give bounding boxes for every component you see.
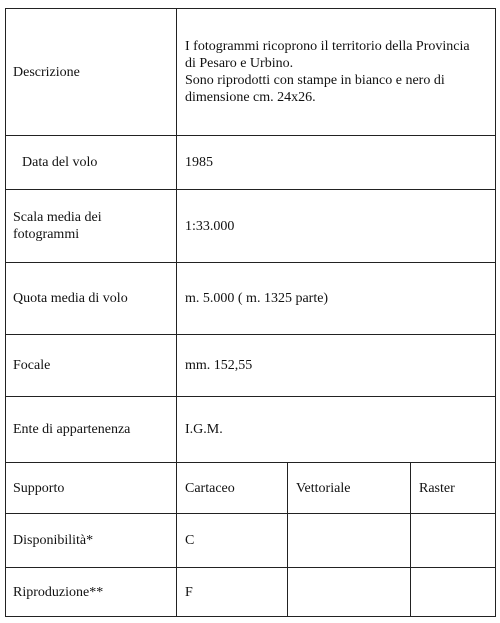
label-data-volo: Data del volo: [6, 136, 177, 189]
row-disponibilita: [6, 514, 495, 568]
label-scala: Scala media dei fotogrammi: [6, 190, 177, 262]
supporto-vettoriale: Vettoriale: [288, 463, 411, 513]
row-supporto: [6, 463, 495, 514]
label-ente: Ente di appartenenza: [6, 397, 177, 462]
row-descrizione: [6, 9, 495, 136]
row-quota: [6, 263, 495, 335]
disponibilita-cartaceo: C: [177, 514, 288, 567]
value-data-volo: 1985: [185, 155, 213, 170]
row-ente: [6, 397, 495, 463]
riproduzione-raster: [411, 568, 495, 616]
riproduzione-cartaceo: F: [177, 568, 288, 616]
row-riproduzione: [6, 568, 495, 616]
value-scala: 1:33.000: [185, 218, 235, 234]
value-ente: I.G.M.: [185, 422, 223, 437]
riproduzione-vettoriale: [288, 568, 411, 616]
label-disponibilita: Disponibilità*: [6, 514, 177, 567]
value-quota: m. 5.000 ( m. 1325 parte): [185, 291, 329, 306]
supporto-raster: Raster: [419, 480, 455, 496]
row-data-volo: [6, 136, 495, 190]
value-focale: mm. 152,55: [185, 358, 253, 373]
disponibilita-raster: [411, 514, 495, 567]
row-scala: [6, 190, 495, 263]
disponibilita-vettoriale: [288, 514, 411, 567]
value-descrizione: I fotogrammi ricoprono il territorio della Provincia di Pesaro e Urbino. Sono riprodotti con stampe in bianco e nero di dimensione cm. 24x26.: [185, 39, 470, 105]
label-focale: Focale: [6, 335, 177, 396]
supporto-cartaceo: Cartaceo: [177, 463, 288, 513]
label-supporto: Supporto: [6, 463, 177, 513]
label-descrizione: Descrizione: [6, 9, 177, 135]
label-riproduzione: Riproduzione**: [6, 568, 177, 616]
row-focale: [6, 335, 495, 397]
label-quota: Quota media di volo: [6, 263, 177, 334]
metadata-table: [5, 8, 496, 617]
